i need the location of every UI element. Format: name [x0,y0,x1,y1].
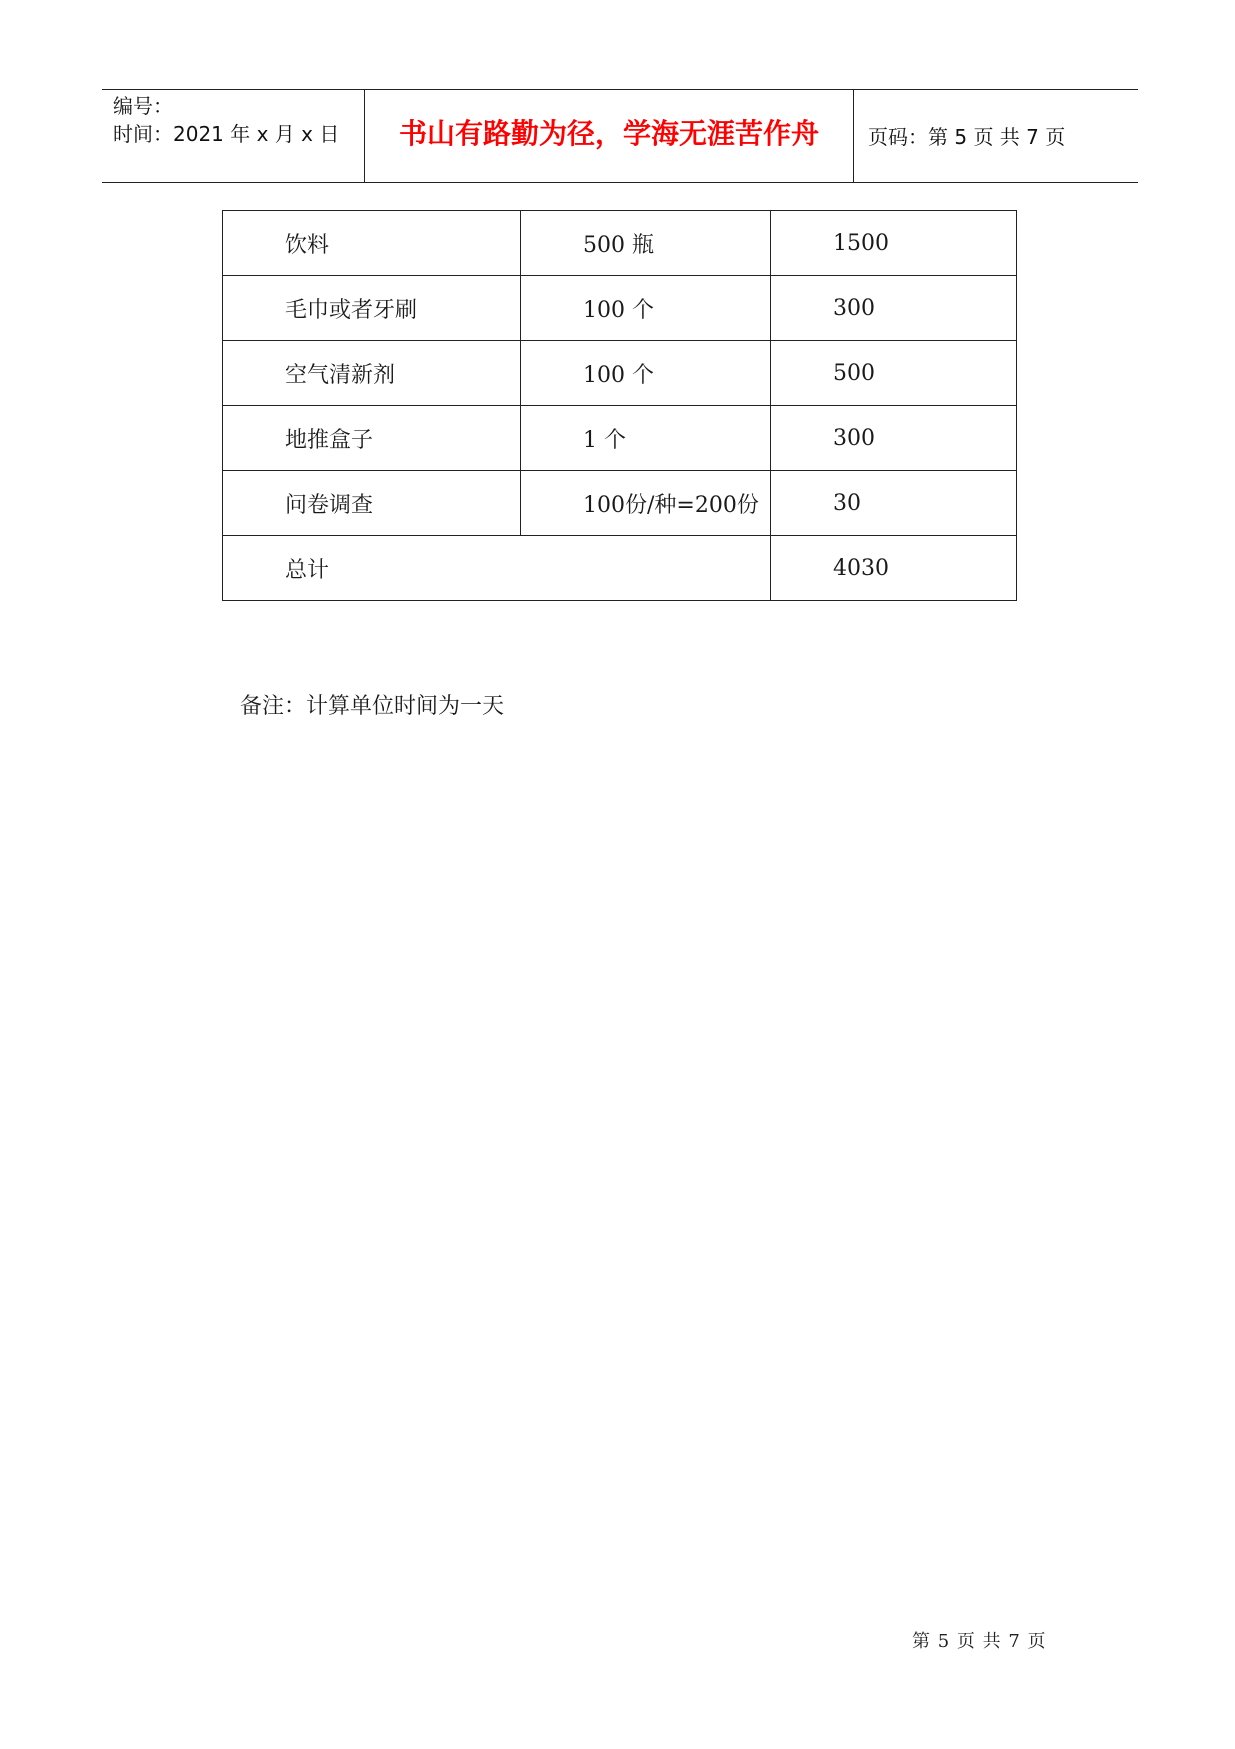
header-divider-right [853,89,854,183]
item-cell: 毛巾或者牙刷 [223,276,521,341]
amount-cell: 300 [771,406,1017,471]
header-divider-left [364,89,365,183]
table-row [223,211,1017,276]
header-meta [113,90,361,148]
quantity-cell: 100 个 [521,276,771,341]
item-cell: 问卷调查 [223,471,521,536]
table-row [223,276,1017,341]
budget-table [222,210,1017,601]
amount-cell: 30 [771,471,1017,536]
quantity-cell: 100份/种=200份 [521,471,771,536]
page-footer: 第 5 页 共 7 页 [912,1631,1047,1652]
quantity-cell: 1 个 [521,406,771,471]
total-row [223,536,1017,601]
item-cell: 饮料 [223,211,521,276]
quantity-cell: 100 个 [521,341,771,406]
table-row [223,471,1017,536]
total-amount-cell: 4030 [771,536,1017,601]
total-label-cell: 总计 [223,536,771,601]
amount-cell: 500 [771,341,1017,406]
item-cell: 空气清新剂 [223,341,521,406]
serial-number-label: 编号： [113,94,173,118]
table-row [223,406,1017,471]
amount-cell: 300 [771,276,1017,341]
amount-cell: 1500 [771,211,1017,276]
remark-note: 备注：计算单位时间为一天 [240,694,505,719]
table-row [223,341,1017,406]
header-bottom-rule [102,182,1138,183]
date-line: 时间：2021 年 x 月 x 日 [113,122,340,146]
quantity-cell: 500 瓶 [521,211,771,276]
header-page-info: 页码：第 5 页 共 7 页 [868,125,1066,149]
item-cell: 地推盒子 [223,406,521,471]
header-motto: 书山有路勤为径，学海无涯苦作舟 [398,117,819,150]
